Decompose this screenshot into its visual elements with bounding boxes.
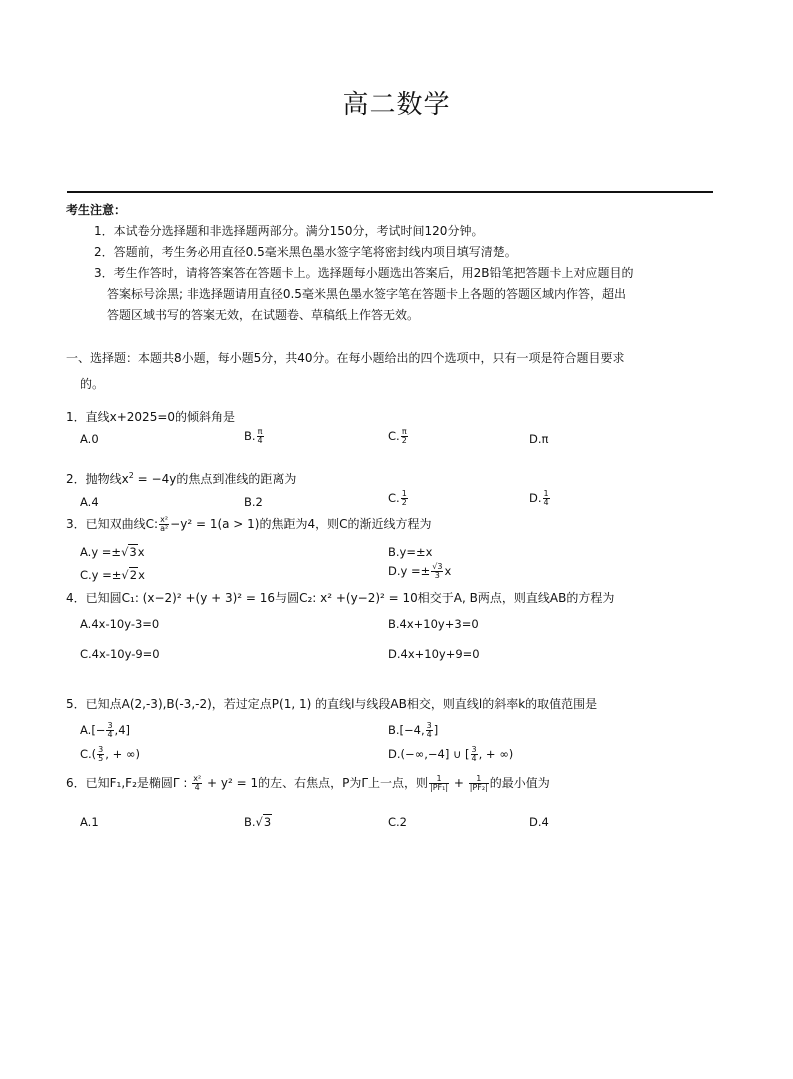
q6-stem-fraction-pf1 bbox=[429, 775, 449, 792]
fraction-numerator: √3 bbox=[432, 562, 443, 571]
q5-option-b-end: ] bbox=[433, 723, 439, 737]
q1-option-c-label: C. bbox=[388, 429, 400, 443]
q6-option-c: C.2 bbox=[388, 815, 408, 829]
q2-option-d bbox=[529, 490, 551, 507]
q5-option-b-fraction bbox=[426, 722, 433, 739]
question-2-stem bbox=[66, 470, 296, 487]
fraction-denominator: |PF₁| bbox=[430, 783, 449, 792]
question-1-stem: 1．直线x+2025=0的倾斜角是 bbox=[66, 410, 236, 424]
page-title: 高二数学 bbox=[342, 90, 451, 120]
q5-option-d-end: , + ∞) bbox=[478, 747, 514, 761]
q6-option-b: B.√3 bbox=[244, 815, 272, 829]
q3-option-c: C.y =±√2x bbox=[80, 568, 145, 582]
q6-stem-plus: + bbox=[450, 776, 468, 790]
q2-exponent: 2 bbox=[128, 471, 134, 480]
q1-option-c bbox=[388, 428, 409, 445]
q3-option-a-radicand: 3 bbox=[129, 545, 137, 559]
q2-option-d-fraction bbox=[543, 490, 550, 507]
q2-stem-start: 2．抛物线x bbox=[66, 472, 129, 486]
q5-option-c bbox=[80, 746, 140, 763]
q5-option-d bbox=[388, 746, 513, 763]
q2-option-b: B.2 bbox=[244, 495, 263, 509]
fraction-numerator: π bbox=[257, 427, 263, 436]
fraction-denominator: a² bbox=[160, 524, 169, 533]
q1-option-a: A.0 bbox=[80, 432, 99, 446]
q2-option-c-fraction bbox=[401, 490, 408, 507]
q2-option-a: A.4 bbox=[80, 495, 99, 509]
question-4-stem: 4．已知圆C₁: (x−2)² +(y + 3)² = 16与圆C₂: x² +(y−2)² = 10相交于A, B两点，则直线AB的方程为 bbox=[66, 591, 615, 605]
q5-option-a-end: ,4] bbox=[114, 723, 131, 737]
q3-stem-end: −y² = 1(a > 1)的焦距为4，则C的渐近线方程为 bbox=[170, 517, 432, 531]
q6-stem-fraction-ellipse bbox=[192, 775, 202, 792]
q6-option-a: A.1 bbox=[80, 815, 99, 829]
q3-option-d bbox=[388, 563, 451, 580]
fraction-denominator: 2 bbox=[401, 436, 407, 445]
q4-option-d: D.4x+10y+9=0 bbox=[388, 647, 480, 661]
question-6-stem bbox=[66, 774, 550, 792]
fraction-denominator: 4 bbox=[257, 436, 263, 445]
q3-stem-fraction bbox=[159, 516, 169, 533]
q1-option-d: D.π bbox=[529, 432, 549, 446]
q1-option-c-fraction bbox=[401, 428, 408, 445]
notice-item-3-cont: 答案标号涂黑; 非选择题请用直径0.5毫米黑色墨水签字笔在答题卡上各题的答题区域内作答，超出 bbox=[107, 287, 626, 301]
q2-option-d-label: D. bbox=[529, 491, 542, 505]
q5-option-b-label: B.[−4, bbox=[388, 723, 425, 737]
fraction-numerator: 1 bbox=[429, 775, 449, 784]
fraction-numerator: 3 bbox=[426, 721, 432, 730]
fraction-numerator: 3 bbox=[98, 745, 104, 754]
q1-option-b-fraction bbox=[257, 428, 264, 445]
q6-stem-start: 6．已知F₁,F₂是椭圆Γ : bbox=[66, 776, 192, 790]
fraction-denominator: 3 bbox=[434, 571, 440, 580]
fraction-numerator: 3 bbox=[471, 745, 477, 754]
q2-option-c-label: C. bbox=[388, 491, 400, 505]
q3-option-a: A.y =±√3x bbox=[80, 545, 145, 559]
q6-stem-end: 的最小值为 bbox=[489, 776, 550, 790]
q3-option-a-end: x bbox=[137, 545, 145, 559]
question-5-stem: 5．已知点A(2,-3),B(-3,-2)，若过定点P(1, 1) 的直线l与线段AB相交，则直线l的斜率k的取值范围是 bbox=[66, 697, 598, 711]
fraction-denominator: 4 bbox=[543, 498, 549, 507]
fraction-denominator: |PF₂| bbox=[469, 783, 488, 792]
q3-option-d-label: D.y =± bbox=[388, 564, 431, 578]
fraction-numerator: 3 bbox=[107, 721, 113, 730]
q5-option-d-fraction bbox=[471, 746, 478, 763]
q2-option-c bbox=[388, 490, 409, 507]
q6-stem-middle: + y² = 1的左、右焦点，P为Γ上一点，则 bbox=[203, 776, 429, 790]
q6-option-b-label: B. bbox=[244, 815, 256, 829]
fraction-numerator: 1 bbox=[469, 775, 489, 784]
q5-option-c-fraction bbox=[97, 746, 104, 763]
q2-stem-end: = −4y的焦点到准线的距离为 bbox=[133, 472, 297, 486]
fraction-numerator: x² bbox=[160, 515, 169, 524]
fraction-denominator: 4 bbox=[107, 730, 113, 739]
notice-heading: 考生注意： bbox=[66, 203, 127, 217]
fraction-numerator: 1 bbox=[401, 489, 407, 498]
q1-option-b bbox=[244, 428, 265, 445]
q4-option-b: B.4x+10y+3=0 bbox=[388, 617, 479, 631]
q3-option-a-label: A.y =± bbox=[80, 545, 122, 559]
fraction-denominator: 4 bbox=[426, 730, 432, 739]
q5-option-b bbox=[388, 722, 438, 739]
q4-option-c: C.4x-10y-9=0 bbox=[80, 647, 160, 661]
fraction-numerator: 1 bbox=[543, 489, 549, 498]
q5-option-a-label: A.[− bbox=[80, 723, 106, 737]
notice-item-2: 2．答题前，考生务必用直径0.5毫米黑色墨水签字笔将密封线内项目填写清楚。 bbox=[94, 245, 517, 259]
q1-option-b-label: B. bbox=[244, 429, 256, 443]
notice-item-3: 3．考生作答时，请将答案答在答题卡上。选择题每小题选出答案后，用2B铅笔把答题卡上对应题目的 bbox=[94, 266, 634, 280]
q3-stem-start: 3．已知双曲线C: bbox=[66, 517, 159, 531]
section-heading: 一、选择题：本题共8小题，每小题5分，共40分。在每小题给出的四个选项中，只有一项是符合题目要求 bbox=[66, 351, 625, 365]
q3-option-c-label: C.y =± bbox=[80, 568, 122, 582]
q5-option-c-end: , + ∞) bbox=[105, 747, 140, 761]
fraction-denominator: 2 bbox=[401, 498, 407, 507]
notice-item-3-end: 答题区域书写的答案无效，在试题卷、草稿纸上作答无效。 bbox=[107, 308, 420, 322]
q3-option-d-fraction bbox=[431, 563, 443, 580]
fraction-denominator: 4 bbox=[471, 754, 477, 763]
q5-option-a-fraction bbox=[106, 722, 113, 739]
fraction-numerator: x² bbox=[193, 774, 202, 783]
fraction-numerator: π bbox=[401, 427, 407, 436]
q6-stem-fraction-pf2 bbox=[469, 775, 489, 792]
question-3-stem bbox=[66, 515, 432, 533]
q5-option-c-label: C.( bbox=[80, 747, 97, 761]
q3-option-c-end: x bbox=[138, 568, 145, 582]
q5-option-a bbox=[80, 722, 130, 739]
fraction-denominator: 4 bbox=[194, 783, 200, 792]
q3-option-c-radicand: 2 bbox=[129, 568, 138, 582]
q3-option-b: B.y=±x bbox=[388, 545, 433, 559]
q4-option-a: A.4x-10y-3=0 bbox=[80, 617, 160, 631]
q6-option-d: D.4 bbox=[529, 815, 549, 829]
q5-option-d-label: D.(−∞,−4] ∪ [ bbox=[388, 747, 470, 761]
fraction-denominator: 5 bbox=[98, 754, 104, 763]
section-heading-cont: 的。 bbox=[80, 377, 105, 391]
notice-item-1: 1．本试卷分选择题和非选择题两部分。满分150分，考试时间120分钟。 bbox=[94, 224, 484, 238]
q6-option-b-radicand: 3 bbox=[263, 815, 272, 829]
q3-option-d-end: x bbox=[444, 564, 452, 578]
header-rule bbox=[67, 191, 713, 193]
